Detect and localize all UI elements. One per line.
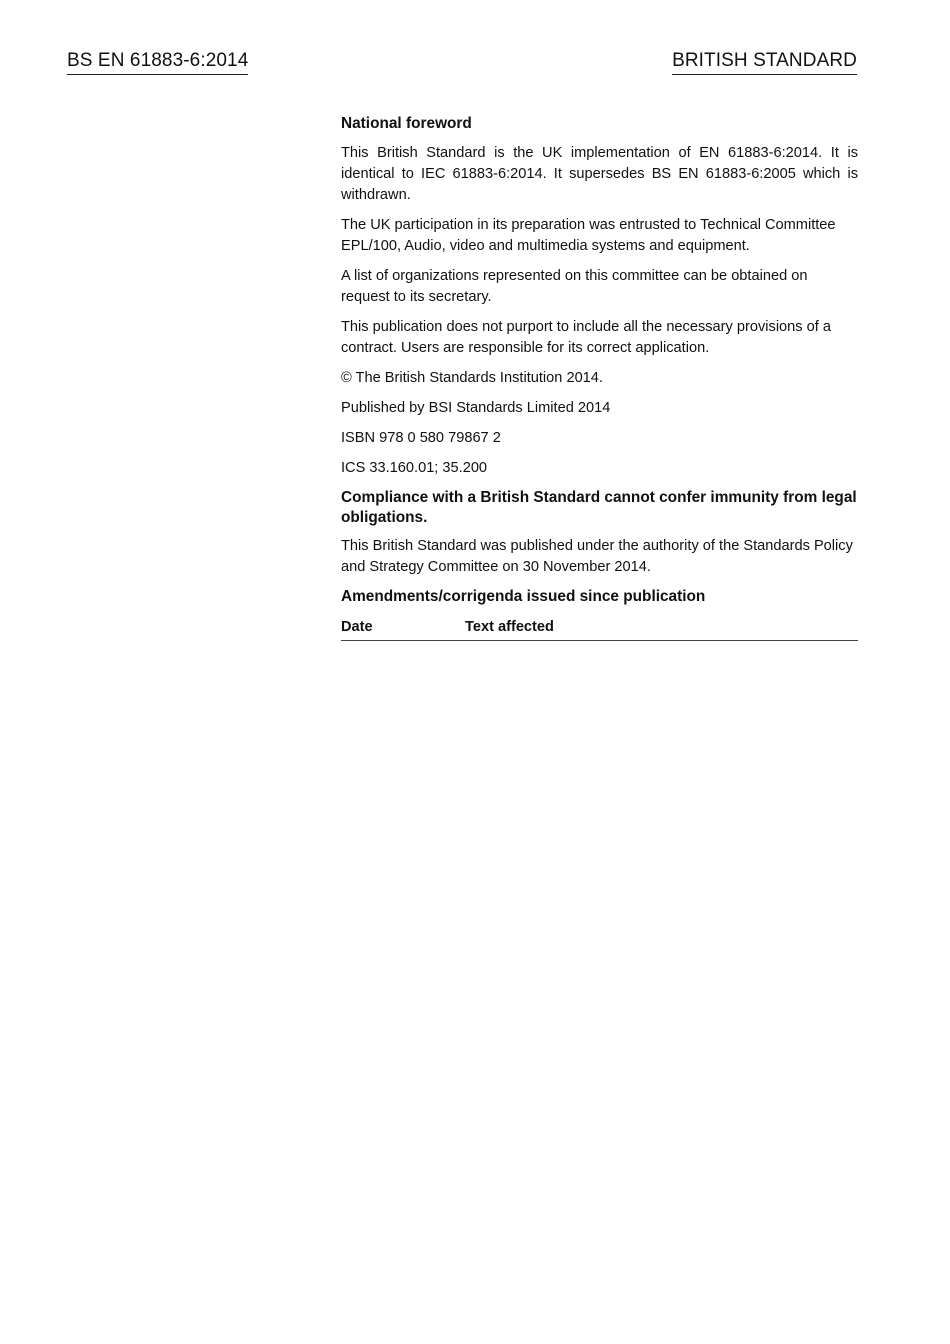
compliance-note: Compliance with a British Standard cannot confer immunity from legal obligations. [341,489,857,526]
document-type: BRITISH STANDARD [672,50,857,75]
foreword-paragraph-implementation: This British Standard is the UK implementation of EN 61883-6:2014. It is identical to IEC 61883-6:2014. It supersedes BS EN 61883-6:2005 which is withdrawn. [341,145,858,203]
isbn-line: ISBN 978 0 580 79867 2 [341,430,501,446]
section-title: National foreword [341,115,472,132]
amendments-title: Amendments/corrigenda issued since publication [341,588,706,605]
amendments-table [341,615,858,641]
column-header-date: Date [341,615,465,641]
document-number: BS EN 61883-6:2014 [67,50,248,75]
table-header-row [341,615,858,641]
copyright-line: © The British Standards Institution 2014. [341,370,603,386]
national-foreword-section [341,113,858,641]
ics-line: ICS 33.160.01; 35.200 [341,460,488,476]
authority-paragraph: This British Standard was published under the authority of the Standards Policy and Strategy Committee on 30 November 2014. [341,538,853,575]
publisher-line: Published by BSI Standards Limited 2014 [341,400,611,416]
foreword-paragraph-organizations: A list of organizations represented on this committee can be obtained on request to its secretary. [341,268,808,305]
column-header-text-affected: Text affected [465,615,858,641]
foreword-paragraph-disclaimer: This publication does not purport to include all the necessary provisions of a contract. Users are responsible for its correct application. [341,319,831,356]
foreword-paragraph-committee: The UK participation in its preparation was entrusted to Technical Committee EPL/100, Audio, video and multimedia systems and equipment. [341,217,836,254]
